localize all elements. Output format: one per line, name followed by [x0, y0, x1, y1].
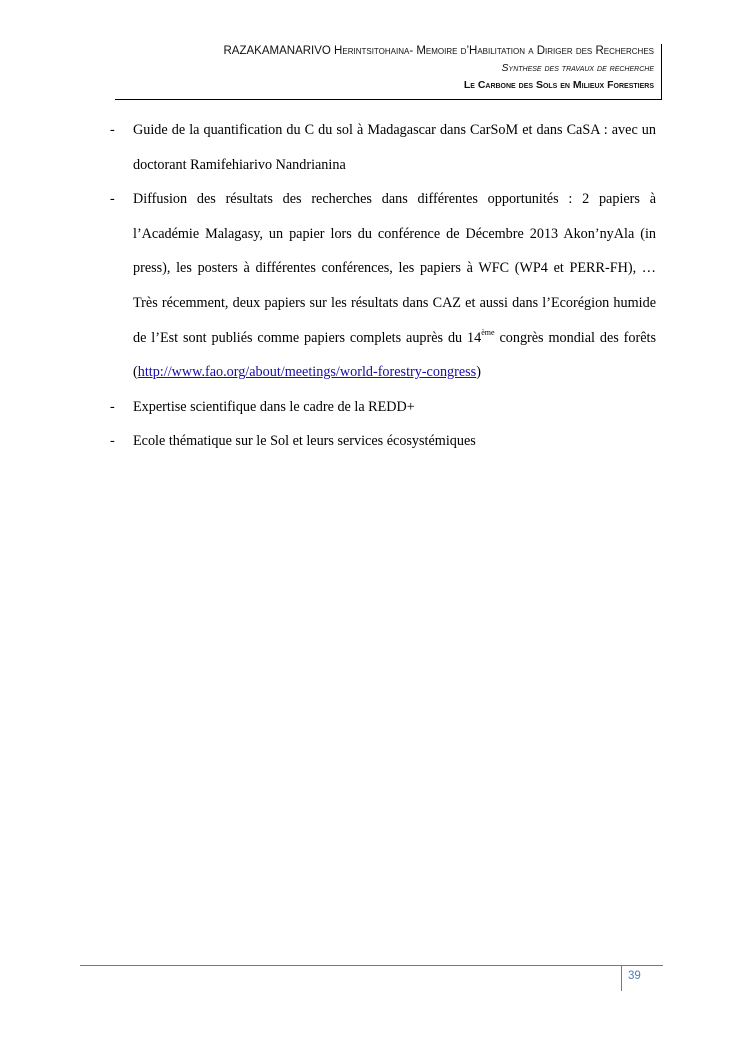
- list-item-text: Ecole thématique sur le Sol et leurs services écosystémiques: [133, 433, 476, 450]
- list-item-text-part: Diffusion des résultats des recherches dans différentes opportunités : 2 papiers à l’Académie Malagasy, un papier lors du conférence de Décembre 2013 Akon’nyAla (in press), les posters à différentes conférences, les papiers à WFC (WP4 et PERR-FH), … Très récemment, deux papiers sur les résultats dans CAZ et aussi dans l’Ecorégion humide de l’Est sont publiés comme papiers complets auprès du 14: [133, 191, 656, 346]
- list-dash: -: [110, 191, 115, 208]
- list-item-text-part: ): [476, 364, 481, 381]
- header-horizontal-rule: [115, 99, 661, 100]
- header-section: Synthese des travaux de recherche: [501, 62, 654, 74]
- list-item: [0, 390, 745, 425]
- list-item-text: [133, 182, 656, 390]
- list-item: [0, 424, 745, 459]
- list-item: [0, 182, 745, 390]
- header-author-title: RAZAKAMANARIVO Herintsitohaina- Memoire d’Habilitation a Diriger des Recherches: [223, 45, 654, 57]
- list-item-text-part: congrès mondial des forêts (: [133, 329, 656, 381]
- superscript-ordinal: ème: [481, 327, 495, 337]
- footer-vertical-rule: [621, 966, 622, 991]
- list-item-text: Guide de la quantification du C du sol à Madagascar dans CarSoM et dans CaSA : avec un doctorant Ramifehiarivo Nandrianina: [133, 122, 656, 173]
- fao-congress-link[interactable]: http://www.fao.org/about/meetings/world-forestry-congress: [137, 364, 477, 381]
- page-number: 39: [628, 970, 641, 982]
- list-dash: -: [110, 398, 115, 415]
- footer-horizontal-rule: [80, 965, 663, 966]
- list-dash: -: [110, 433, 115, 450]
- list-dash: -: [110, 122, 115, 138]
- bullet-list: [0, 113, 745, 459]
- list-item-text: Expertise scientifique dans le cadre de la REDD+: [133, 398, 415, 415]
- header-chapter: Le Carbone des Sols en Milieux Forestiers: [463, 79, 654, 91]
- list-item: [0, 113, 745, 182]
- page-header: [115, 42, 660, 94]
- header-vertical-rule: [661, 44, 662, 100]
